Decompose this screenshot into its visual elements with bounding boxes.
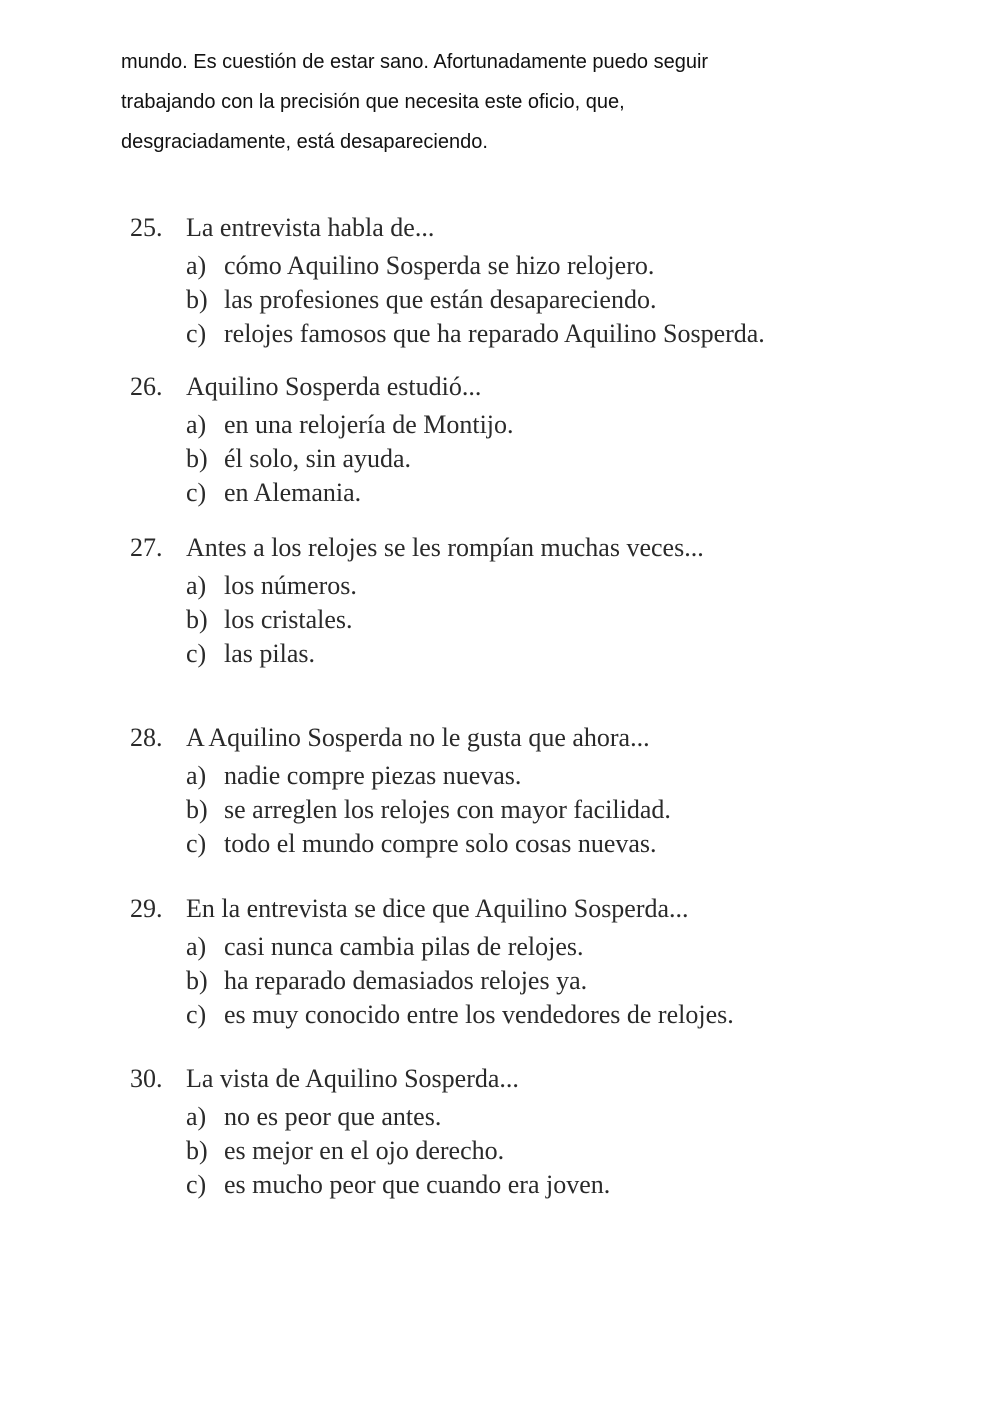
option-text: se arreglen los relojes con mayor facilidad.	[224, 795, 671, 824]
option-a[interactable]	[186, 930, 890, 964]
intro-line: desgraciadamente, está desapareciendo.	[121, 131, 488, 153]
option-c[interactable]	[186, 998, 890, 1032]
option-text: las pilas.	[224, 639, 315, 668]
option-b[interactable]	[186, 603, 890, 637]
option-text: nadie compre piezas nuevas.	[224, 761, 522, 790]
option-letter: a)	[186, 410, 207, 439]
option-c[interactable]	[186, 317, 890, 351]
option-text: en Alemania.	[224, 478, 362, 507]
option-letter: b)	[186, 966, 208, 995]
question-text: La entrevista habla de...	[186, 213, 435, 242]
question-30	[130, 1062, 890, 1202]
options-list	[186, 930, 890, 1032]
option-letter: a)	[186, 571, 207, 600]
option-letter: b)	[186, 1136, 208, 1165]
question-number: 27.	[130, 533, 163, 562]
option-text: ha reparado demasiados relojes ya.	[224, 966, 588, 995]
options-list	[186, 569, 890, 671]
question-text: La vista de Aquilino Sosperda...	[186, 1064, 519, 1093]
option-text: no es peor que antes.	[224, 1102, 442, 1131]
option-b[interactable]	[186, 283, 890, 317]
option-letter: b)	[186, 285, 208, 314]
option-text: es mucho peor que cuando era joven.	[224, 1170, 611, 1199]
option-text: él solo, sin ayuda.	[224, 444, 412, 473]
option-b[interactable]	[186, 964, 890, 998]
option-text: las profesiones que están desapareciendo.	[224, 285, 657, 314]
options-list	[186, 759, 890, 861]
option-letter: c)	[186, 478, 207, 507]
option-letter: c)	[186, 1000, 207, 1029]
option-b[interactable]	[186, 1134, 890, 1168]
question-stem	[130, 1062, 890, 1096]
option-letter: b)	[186, 444, 208, 473]
question-25	[130, 211, 890, 351]
option-letter: a)	[186, 761, 207, 790]
option-letter: b)	[186, 605, 208, 634]
intro-line: mundo. Es cuestión de estar sano. Afortunadamente puedo seguir	[121, 51, 709, 73]
option-text: los cristales.	[224, 605, 353, 634]
option-c[interactable]	[186, 637, 890, 671]
question-number: 26.	[130, 372, 163, 401]
question-stem	[130, 370, 890, 404]
option-a[interactable]	[186, 569, 890, 603]
question-text: Antes a los relojes se les rompían muchas veces...	[186, 533, 704, 562]
option-letter: a)	[186, 1102, 207, 1131]
option-a[interactable]	[186, 759, 890, 793]
options-list	[186, 1100, 890, 1202]
question-28	[130, 721, 890, 861]
option-text: cómo Aquilino Sosperda se hizo relojero.	[224, 251, 655, 280]
option-text: los números.	[224, 571, 357, 600]
option-letter: b)	[186, 795, 208, 824]
options-list	[186, 408, 890, 510]
option-a[interactable]	[186, 249, 890, 283]
option-text: es mejor en el ojo derecho.	[224, 1136, 505, 1165]
question-27	[130, 531, 890, 671]
option-letter: c)	[186, 1170, 207, 1199]
option-text: es muy conocido entre los vendedores de relojes.	[224, 1000, 734, 1029]
options-list	[186, 249, 890, 351]
option-text: todo el mundo compre solo cosas nuevas.	[224, 829, 657, 858]
option-letter: a)	[186, 932, 207, 961]
question-stem	[130, 892, 890, 926]
option-c[interactable]	[186, 827, 890, 861]
option-a[interactable]	[186, 408, 890, 442]
question-26	[130, 370, 890, 510]
option-text: en una relojería de Montijo.	[224, 410, 514, 439]
question-29	[130, 892, 890, 1032]
option-c[interactable]	[186, 1168, 890, 1202]
option-text: relojes famosos que ha reparado Aquilino Sosperda.	[224, 319, 765, 348]
option-c[interactable]	[186, 476, 890, 510]
question-stem	[130, 721, 890, 755]
intro-line: trabajando con la precisión que necesita este oficio, que,	[121, 91, 625, 113]
question-text: A Aquilino Sosperda no le gusta que ahora...	[186, 723, 650, 752]
option-letter: c)	[186, 639, 207, 668]
option-b[interactable]	[186, 442, 890, 476]
question-number: 25.	[130, 213, 163, 242]
option-a[interactable]	[186, 1100, 890, 1134]
option-letter: a)	[186, 251, 207, 280]
option-letter: c)	[186, 829, 207, 858]
option-letter: c)	[186, 319, 207, 348]
question-stem	[130, 211, 890, 245]
question-number: 29.	[130, 894, 163, 923]
option-b[interactable]	[186, 793, 890, 827]
question-number: 28.	[130, 723, 163, 752]
option-text: casi nunca cambia pilas de relojes.	[224, 932, 584, 961]
question-text: En la entrevista se dice que Aquilino Sosperda...	[186, 894, 689, 923]
question-number: 30.	[130, 1064, 163, 1093]
question-text: Aquilino Sosperda estudió...	[186, 372, 482, 401]
question-stem	[130, 531, 890, 565]
